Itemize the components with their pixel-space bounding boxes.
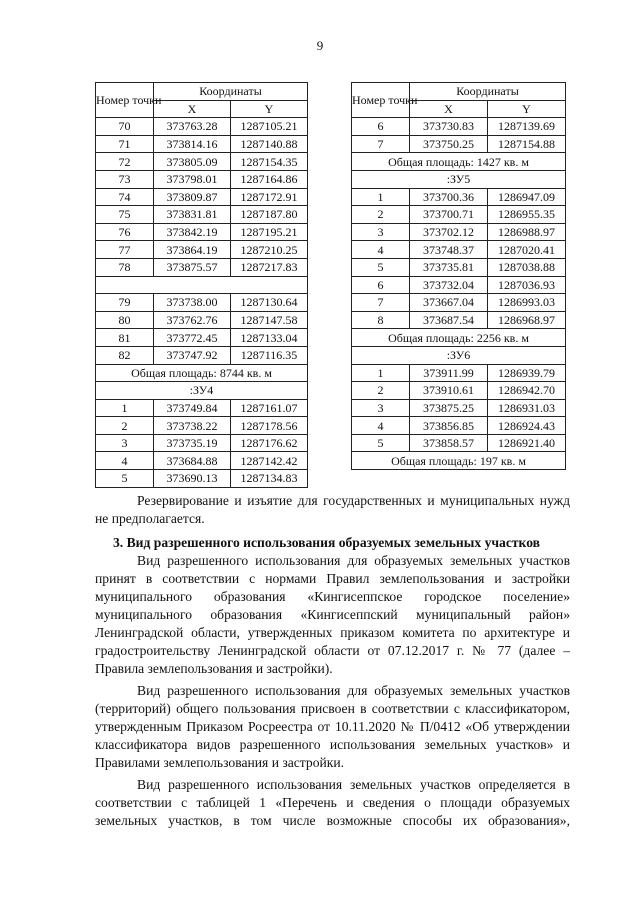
point-number-cell: 78 [96, 258, 154, 276]
table-row [352, 294, 566, 312]
x-cell: 373875.57 [154, 258, 231, 276]
x-cell: 373702.12 [410, 223, 488, 241]
y-cell: 1287178.56 [231, 417, 308, 435]
x-cell: 373667.04 [410, 294, 488, 312]
reservation-paragraph: Резервирование и изъятие для государственных и муниципальных нужд не предполагается. [95, 493, 570, 526]
body-text [95, 492, 570, 830]
x-cell: 373687.54 [410, 311, 488, 329]
y-cell: 1286942.70 [488, 382, 566, 400]
point-number-cell: 6 [352, 118, 410, 136]
table-row [96, 470, 308, 488]
table-row [352, 188, 566, 206]
table-row [352, 364, 566, 382]
point-number-cell: 3 [96, 434, 154, 452]
empty-separator-row [96, 276, 308, 294]
point-number-cell: 3 [352, 223, 410, 241]
x-cell: 373735.19 [154, 434, 231, 452]
point-number-cell: 81 [96, 329, 154, 347]
table-row [352, 382, 566, 400]
point-number-cell: 2 [352, 382, 410, 400]
table-row [96, 188, 308, 206]
point-number-cell: 79 [96, 294, 154, 312]
y-cell: 1287139.69 [488, 118, 566, 136]
point-number-cell: 6 [352, 276, 410, 294]
total-area-row [352, 329, 566, 347]
point-number-cell: 3 [352, 399, 410, 417]
table-row [96, 153, 308, 171]
table-row [352, 311, 566, 329]
x-cell: 373875.25 [410, 399, 488, 417]
point-number-cell: 76 [96, 223, 154, 241]
x-cell: 373738.00 [154, 294, 231, 312]
total-area: Общая площадь: 1427 кв. м [352, 153, 566, 171]
x-cell: 373809.87 [154, 188, 231, 206]
coordinates-table-right [351, 82, 566, 470]
table-row [96, 434, 308, 452]
point-number-cell: 5 [352, 434, 410, 452]
point-number-cell: 8 [352, 311, 410, 329]
y-cell: 1287187.80 [231, 206, 308, 224]
x-cell: 373749.84 [154, 399, 231, 417]
table-row [352, 223, 566, 241]
y-cell: 1287133.04 [231, 329, 308, 347]
y-cell: 1286947.09 [488, 188, 566, 206]
point-number-cell: 72 [96, 153, 154, 171]
paragraph-1: Вид разрешенного использования для образуемых земельных участков принят в соответствии с нормами Правил землепользования и застройки муниципального образования «Кингисеппское городское поселение» муниципального образования «Кингисеппский муниципальный район» Ленинградской области, утвержденных приказом комитета по архитектуре и градостроительству Ленинградской области от 07.12.2017 г. № 77 (далее – Правила землепользования и застройки). [95, 553, 570, 676]
table-row [352, 399, 566, 417]
point-number-cell: 7 [352, 294, 410, 312]
x-cell: 373805.09 [154, 153, 231, 171]
table-row [96, 399, 308, 417]
header-x: X [154, 100, 231, 118]
coordinates-table-left [95, 82, 308, 488]
x-cell: 373700.71 [410, 206, 488, 224]
x-cell: 373772.45 [154, 329, 231, 347]
table-row [96, 346, 308, 364]
y-cell: 1286931.03 [488, 399, 566, 417]
table-row [352, 135, 566, 153]
y-cell: 1287116.35 [231, 346, 308, 364]
x-cell: 373735.81 [410, 258, 488, 276]
y-cell: 1287142.42 [231, 452, 308, 470]
table-row [352, 206, 566, 224]
table-row [96, 294, 308, 312]
header-coordinates: Координаты [154, 83, 308, 101]
table-row [96, 170, 308, 188]
point-number-cell: 82 [96, 346, 154, 364]
y-cell: 1286939.79 [488, 364, 566, 382]
x-cell: 373700.36 [410, 188, 488, 206]
point-number-cell: 77 [96, 241, 154, 259]
page-number: 9 [316, 38, 324, 53]
x-cell: 373684.88 [154, 452, 231, 470]
y-cell: 1286988.97 [488, 223, 566, 241]
header-point-number: Номер точки [96, 83, 154, 118]
parcel-label: :ЗУ6 [352, 346, 566, 364]
y-cell: 1287130.64 [231, 294, 308, 312]
header-x: X [410, 100, 488, 118]
y-cell: 1287147.58 [231, 311, 308, 329]
empty-separator [96, 276, 308, 294]
x-cell: 373911.99 [410, 364, 488, 382]
table-row [96, 206, 308, 224]
point-number-cell: 80 [96, 311, 154, 329]
table-row [352, 118, 566, 136]
x-cell: 373814.16 [154, 135, 231, 153]
total-area-row [352, 153, 566, 171]
parcel-label: :ЗУ5 [352, 170, 566, 188]
point-number-cell: 2 [96, 417, 154, 435]
y-cell: 1287134.83 [231, 470, 308, 488]
total-area: Общая площадь: 197 кв. м [352, 452, 566, 470]
parcel-label-row [352, 346, 566, 364]
table-row [96, 135, 308, 153]
y-cell: 1287217.83 [231, 258, 308, 276]
table-row [352, 434, 566, 452]
point-number-cell: 5 [352, 258, 410, 276]
y-cell: 1287020.41 [488, 241, 566, 259]
x-cell: 373798.01 [154, 170, 231, 188]
x-cell: 373748.37 [410, 241, 488, 259]
y-cell: 1287176.62 [231, 434, 308, 452]
table-row [96, 311, 308, 329]
x-cell: 373690.13 [154, 470, 231, 488]
table-row [96, 241, 308, 259]
y-cell: 1286968.97 [488, 311, 566, 329]
x-cell: 373762.76 [154, 311, 231, 329]
point-number-cell: 74 [96, 188, 154, 206]
paragraph-3: Вид разрешенного использования земельных участков определяется в соответствии с таблицей 1 «Перечень и сведения о площади образуемых земельных участков, в том числе возможные способы их образования», [95, 777, 570, 828]
y-cell: 1287038.88 [488, 258, 566, 276]
table-row [352, 258, 566, 276]
point-number-cell: 1 [352, 364, 410, 382]
x-cell: 373856.85 [410, 417, 488, 435]
header-y: Y [488, 100, 566, 118]
point-number-cell: 2 [352, 206, 410, 224]
table-row [96, 223, 308, 241]
y-cell: 1287172.91 [231, 188, 308, 206]
y-cell: 1287105.21 [231, 118, 308, 136]
total-area-row [96, 364, 308, 382]
x-cell: 373750.25 [410, 135, 488, 153]
table-row [96, 329, 308, 347]
header-coordinates: Координаты [410, 83, 566, 101]
y-cell: 1287154.88 [488, 135, 566, 153]
y-cell: 1286955.35 [488, 206, 566, 224]
point-number-cell: 1 [96, 399, 154, 417]
x-cell: 373763.28 [154, 118, 231, 136]
y-cell: 1286924.43 [488, 417, 566, 435]
y-cell: 1287154.35 [231, 153, 308, 171]
parcel-label: :ЗУ4 [96, 382, 308, 400]
x-cell: 373858.57 [410, 434, 488, 452]
table-row [352, 417, 566, 435]
point-number-cell: 4 [96, 452, 154, 470]
point-number-cell: 73 [96, 170, 154, 188]
table-row [96, 417, 308, 435]
x-cell: 373730.83 [410, 118, 488, 136]
point-number-cell: 4 [352, 417, 410, 435]
section-heading: 3. Вид разрешенного использования образуемых земельных участков [113, 535, 540, 550]
y-cell: 1286921.40 [488, 434, 566, 452]
y-cell: 1287140.88 [231, 135, 308, 153]
header-point-number: Номер точки [352, 83, 410, 118]
point-number-cell: 5 [96, 470, 154, 488]
table-row [352, 241, 566, 259]
table-row [352, 276, 566, 294]
x-cell: 373732.04 [410, 276, 488, 294]
table-row [96, 258, 308, 276]
x-cell: 373831.81 [154, 206, 231, 224]
x-cell: 373910.61 [410, 382, 488, 400]
x-cell: 373747.92 [154, 346, 231, 364]
total-area: Общая площадь: 2256 кв. м [352, 329, 566, 347]
point-number-cell: 4 [352, 241, 410, 259]
point-number-cell: 1 [352, 188, 410, 206]
x-cell: 373842.19 [154, 223, 231, 241]
table-row [96, 452, 308, 470]
y-cell: 1287210.25 [231, 241, 308, 259]
total-area: Общая площадь: 8744 кв. м [96, 364, 308, 382]
parcel-label-row [352, 170, 566, 188]
point-number-cell: 7 [352, 135, 410, 153]
paragraph-2: Вид разрешенного использования для образуемых земельных участков (территорий) общего пользования присвоен в соответствии с классификатором, утвержденным Приказом Росреестра от 10.11.2020 № П/0412 «Об утверждении классификатора видов разрешенного использования земельных участков» и Правилами землепользования и застройки. [95, 683, 570, 770]
y-cell: 1287036.93 [488, 276, 566, 294]
point-number-cell: 70 [96, 118, 154, 136]
x-cell: 373738.22 [154, 417, 231, 435]
x-cell: 373864.19 [154, 241, 231, 259]
point-number-cell: 71 [96, 135, 154, 153]
y-cell: 1286993.03 [488, 294, 566, 312]
point-number-cell: 75 [96, 206, 154, 224]
y-cell: 1287164.86 [231, 170, 308, 188]
parcel-label-row [96, 382, 308, 400]
table-row [96, 118, 308, 136]
total-area-row [352, 452, 566, 470]
y-cell: 1287195.21 [231, 223, 308, 241]
y-cell: 1287161.07 [231, 399, 308, 417]
header-y: Y [231, 100, 308, 118]
